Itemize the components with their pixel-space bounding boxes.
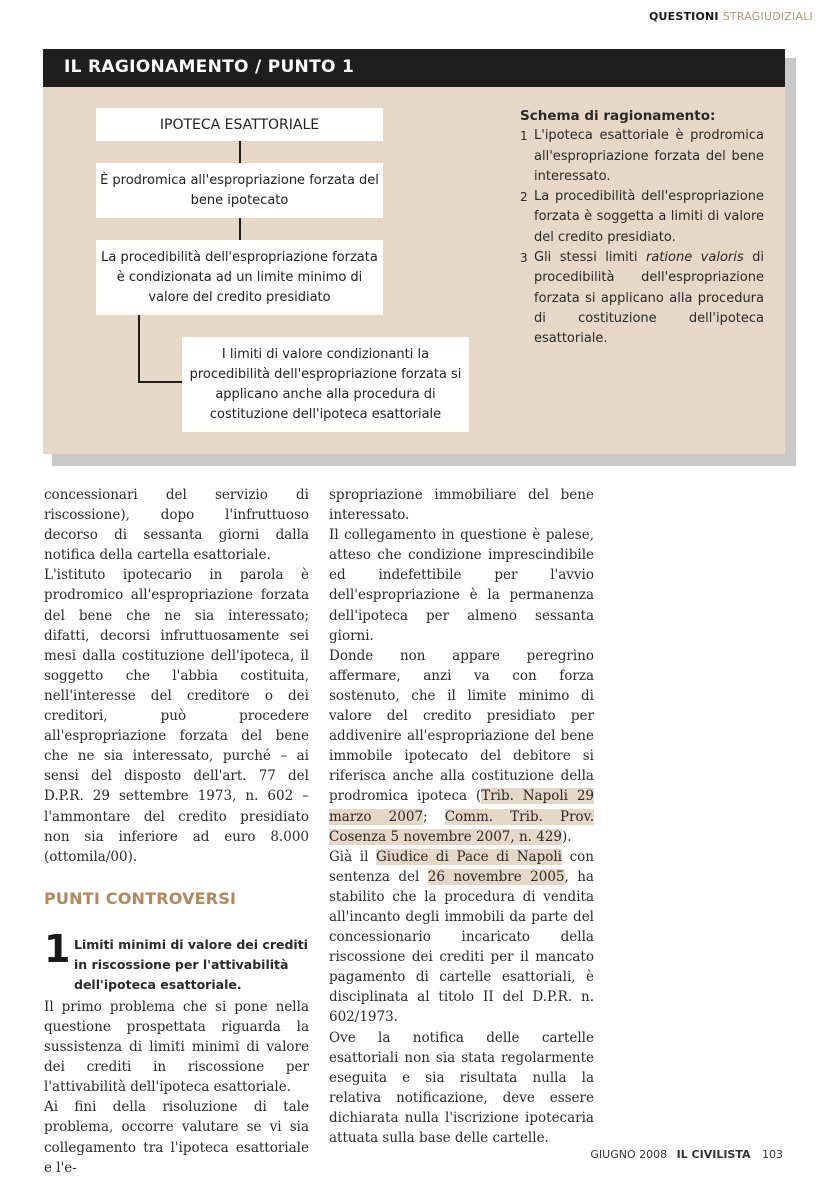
right-paragraph-3-mid: ; <box>423 808 445 825</box>
schema-item-number: 2 <box>520 190 528 205</box>
right-paragraph-3-post: ). <box>562 828 572 845</box>
highlight-giudice-di-pace: Giudice di Pace di Napoli <box>376 848 562 865</box>
question-number: 1 <box>44 926 71 971</box>
right-column <box>329 485 594 1148</box>
flow-box-2 <box>96 163 383 218</box>
flow-box-4 <box>182 337 469 432</box>
schema-item-text-pre: Gli stessi limiti <box>534 250 646 266</box>
schema-item-2 <box>520 187 764 248</box>
left-paragraph-3: Il primo problema che si pone nella questione prospettata riguarda la sussistenza di limiti minimi di valore dei crediti in riscossione per l'attivabilità dell'ipoteca esattoriale. <box>44 998 309 1096</box>
reasoning-box-title: IL RAGIONAMENTO / PUNTO 1 <box>64 57 355 77</box>
schema-item-3 <box>520 248 764 349</box>
flow-box-1-text: IPOTECA ESATTORIALE <box>159 116 320 133</box>
right-paragraph-2: Il collegamento in questione è palese, atteso che condizione imprescindibile ed indefettibile per l'avvio dell'espropriazione è la permanenza dell'ipoteca per almeno sessanta giorni. <box>329 527 594 644</box>
running-head-subsection: STRAGIUDIZIALI <box>722 10 813 23</box>
right-paragraph-1: spropriazione immobiliare del bene interessato. <box>329 487 594 524</box>
right-paragraph-4 <box>329 847 594 1028</box>
schema-title: Schema di ragionamento: <box>520 108 716 124</box>
schema-item-number: 1 <box>520 129 528 144</box>
right-paragraph-4-post: , ha stabilito che la procedura di vendita all'incanto degli immobili da parte del concessionario incaricato della riscossione dei crediti per il mancato pagamento di cartelle esattoriali, è disciplinata al titolo II del D.P.R. n. 602/1973. <box>329 868 594 1026</box>
flow-connector-3-vertical <box>138 315 140 383</box>
left-column <box>44 485 309 1178</box>
section-heading: PUNTI CONTROVERSI <box>44 888 237 908</box>
schema-item-number: 3 <box>520 251 528 266</box>
running-head <box>649 10 813 23</box>
right-paragraph-4-pre: Già il <box>329 848 376 865</box>
flow-box-3-text: La procedibilità dell'espropriazione forzata è condizionata ad un limite minimo di valore del credito presidiato <box>101 249 378 305</box>
page-number: 103 <box>762 1148 783 1161</box>
flow-connector-3-horizontal <box>138 381 182 383</box>
left-paragraph-1: concessionari del servizio di riscossione), dopo l'infruttuoso decorso di sessanta giorni dalla notifica della cartella esattoriale. <box>44 487 309 564</box>
footer-magazine: IL CIVILISTA <box>676 1148 751 1161</box>
schema-item-text: La procedibilità dell'espropriazione forzata è soggetta a limiti di valore del credito presidiato. <box>534 189 764 245</box>
running-head-section: QUESTIONI <box>648 10 719 23</box>
flow-box-2-text: È prodromica all'espropriazione forzata del bene ipotecato <box>100 172 379 208</box>
schema-item-text-em: ratione valoris <box>645 250 744 266</box>
right-paragraph-3 <box>329 646 594 847</box>
left-paragraph-2: L'istituto ipotecario in parola è prodromico all'espropriazione forzata del bene che ne sia interessato; difatti, decorsi infruttuosamente sei mesi dalla costituzione dell'ipoteca, il soggetto che l'abbia costituita, nell'interesse del creditore o dei creditori, può procedere all'espropriazione forzata del bene che ne sia interessato, purché – ai sensi del disposto dell'art. 77 del D.P.R. 29 settembre 1973, n. 602 – l'ammontare del credito presidiato non sia inferiore ad euro 8.000 (ottomila/00). <box>44 567 309 865</box>
flow-box-3 <box>96 240 383 315</box>
reasoning-schema <box>520 106 764 350</box>
schema-item-1 <box>520 126 764 187</box>
flow-connector-2 <box>239 218 241 240</box>
footer-date: GIUGNO 2008 <box>590 1148 668 1161</box>
page-footer <box>590 1148 783 1161</box>
left-paragraph-4: Ai fini della risoluzione di tale problema, occorre valutare se vi sia collegamento tra l'ipoteca esattoriale e l'e- <box>44 1099 309 1176</box>
flow-box-1 <box>96 108 383 141</box>
citation-trib-napoli: Trib. Napoli 29 marzo 2007 <box>329 788 594 825</box>
schema-item-text: L'ipoteca esattoriale è prodromica all'espropriazione forzata del bene interessato. <box>534 128 764 184</box>
right-paragraph-4-mid: con sentenza del <box>329 848 594 885</box>
flow-box-4-text: I limiti di valore condizionanti la procedibilità dell'espropriazione forzata si applicano anche alla procedura di costituzione dell'ipoteca esattoriale <box>189 346 462 422</box>
citation-comm-trib-cosenza: Comm. Trib. Prov. Cosenza 5 novembre 2007, n. 429 <box>329 808 594 845</box>
question-text: Limiti minimi di valore dei crediti in riscossione per l'attivabilità dell'ipoteca esattoriale. <box>74 936 308 992</box>
question-block <box>44 926 309 995</box>
right-paragraph-5: Ove la notifica delle cartelle esattoriali non sia stata regolarmente eseguita e sia risultata nulla la relativa notificazione, deve essere dichiarata nulla l'iscrizione ipotecaria attuata sulla base delle cartelle. <box>329 1029 594 1146</box>
flow-connector-1 <box>239 141 241 163</box>
schema-item-text-post: di procedibilità dell'espropriazione forzata si applicano alla procedura di costituzione dell'ipoteca esattoriale. <box>534 250 764 347</box>
highlight-date: 26 novembre 2005 <box>427 868 565 885</box>
right-paragraph-3-pre: Donde non appare peregrino affermare, anzi va con forza sostenuto, che il limite minimo di valore del credito presidiato per addivenire all'espropriazione del bene immobile ipotecato del debitore si riferisca anche alla costituzione della prodromica ipoteca ( <box>329 647 594 805</box>
